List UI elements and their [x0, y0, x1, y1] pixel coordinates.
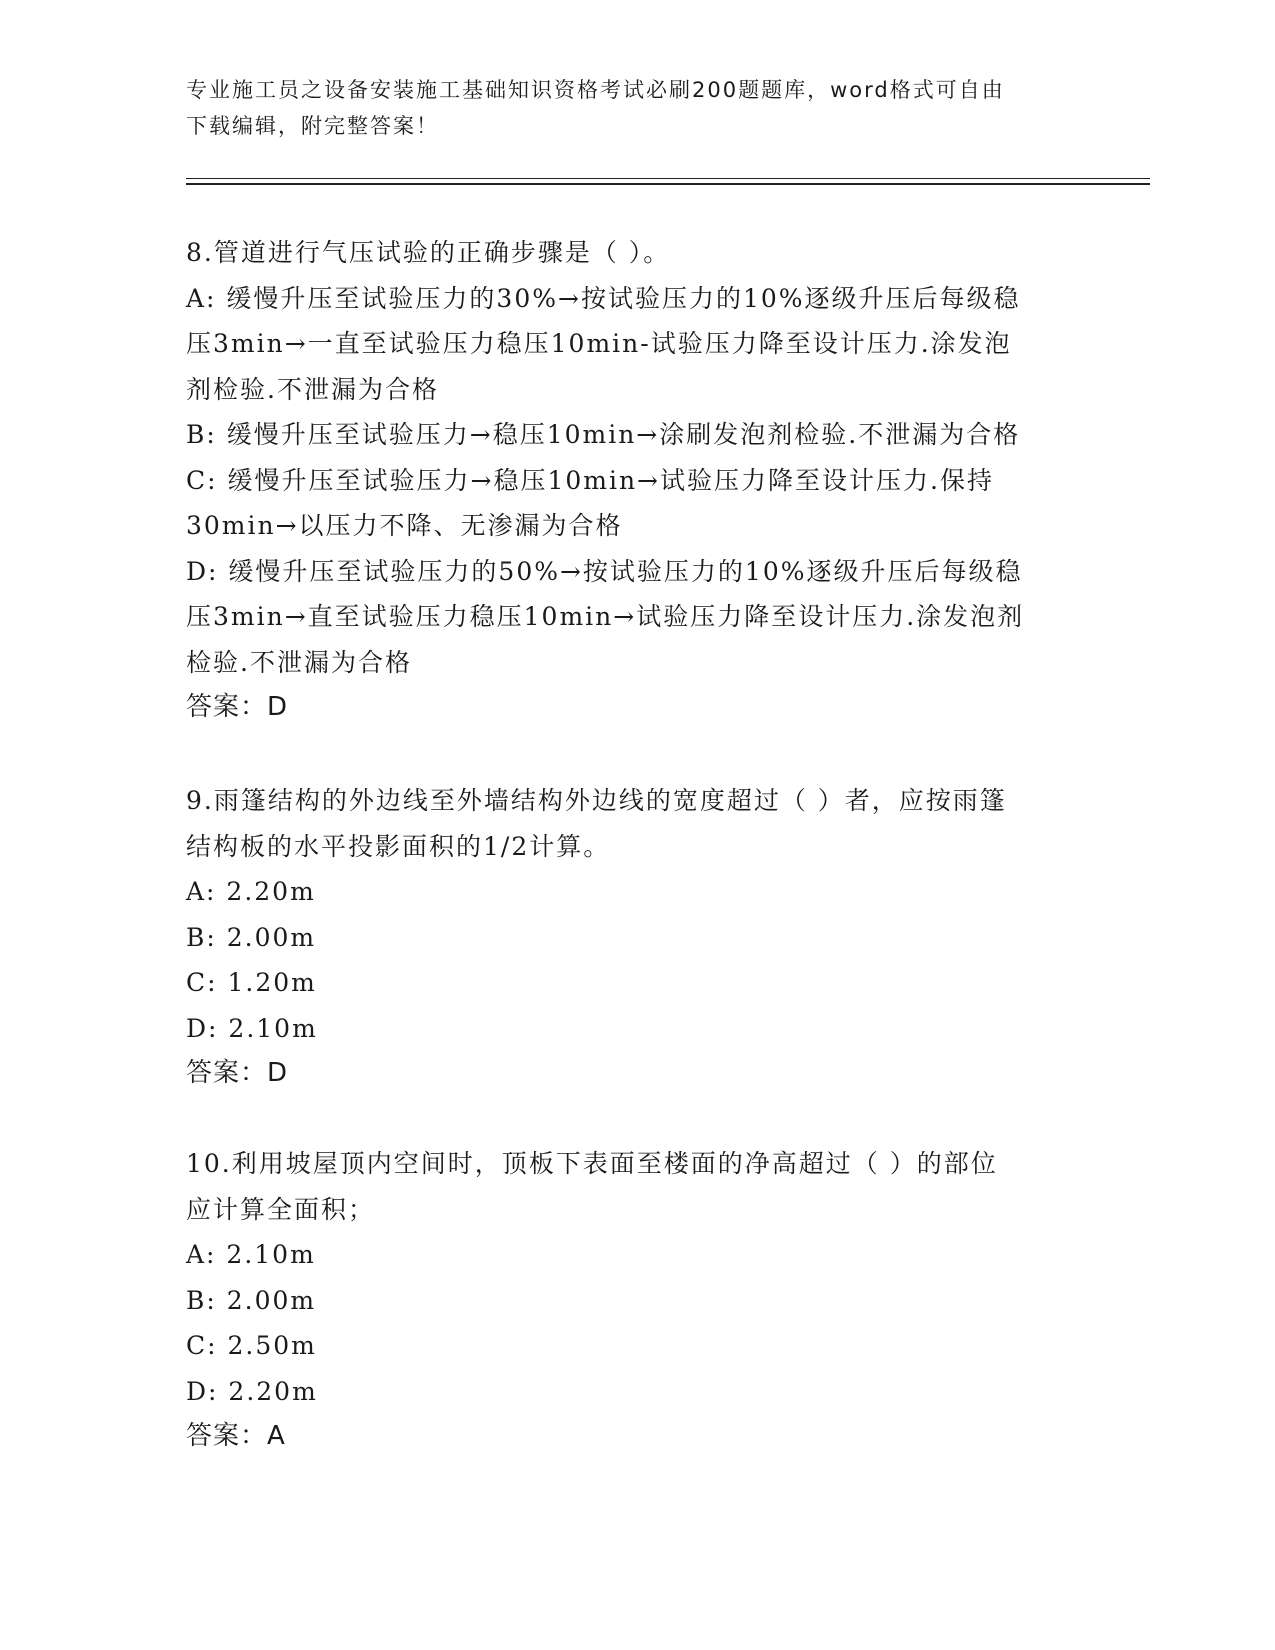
question-stem-line: 9.雨篷结构的外边线至外墙结构外边线的宽度超过（ ）者，应按雨篷	[186, 786, 1007, 815]
answer-label: 答案：A	[186, 1421, 286, 1451]
option-line: A: 缓慢升压至试验压力的30%→按试验压力的10%逐级升压后每级稳	[186, 283, 1021, 313]
question-10	[186, 1141, 1086, 1460]
question-stem-line: 应计算全面积；	[186, 1194, 376, 1224]
option-line: B: 2.00m	[186, 1285, 317, 1315]
option-line: 检验.不泄漏为合格	[186, 647, 412, 677]
header-line-1: 专业施工员之设备安装施工基础知识资格考试必刷200题题库，word格式可自由	[186, 78, 1005, 102]
header-rule-thick	[186, 183, 1150, 185]
option-line: B: 2.00m	[186, 922, 317, 952]
option-line: C: 缓慢升压至试验压力→稳压10min→试验压力降至设计压力.保持	[186, 465, 994, 495]
question-stem-line: 8.管道进行气压试验的正确步骤是（ ）。	[186, 238, 671, 267]
question-stem-line: 10.利用坡屋顶内空间时，顶板下表面至楼面的净高超过（ ）的部位	[186, 1149, 998, 1178]
option-line: D: 2.20m	[186, 1376, 318, 1406]
option-line: D: 2.10m	[186, 1013, 318, 1043]
option-line: C: 1.20m	[186, 968, 317, 997]
option-line: A: 2.20m	[186, 877, 316, 906]
option-line: 压3min→直至试验压力稳压10min→试验压力降至设计压力.涂发泡剂	[186, 602, 1025, 631]
question-9	[186, 778, 1086, 1097]
option-line: 30min→以压力不降、无渗漏为合格	[186, 511, 623, 540]
option-line: B: 缓慢升压至试验压力→稳压10min→涂刷发泡剂检验.不泄漏为合格	[186, 420, 1021, 449]
header-rule-thin	[186, 178, 1150, 179]
option-line: 压3min→一直至试验压力稳压10min-试验压力降至设计压力.涂发泡	[186, 329, 1012, 358]
question-8	[186, 230, 1086, 731]
question-stem-line: 结构板的水平投影面积的1/2计算。	[186, 831, 611, 861]
option-line: A: 2.10m	[186, 1240, 316, 1269]
option-line: C: 2.50m	[186, 1331, 317, 1360]
header-line-2: 下载编辑，附完整答案！	[186, 114, 439, 138]
document-header	[186, 72, 1086, 144]
option-line: D: 缓慢升压至试验压力的50%→按试验压力的10%逐级升压后每级稳	[186, 556, 1023, 586]
option-line: 剂检验.不泄漏为合格	[186, 374, 439, 404]
answer-label: 答案：D	[186, 692, 289, 722]
answer-label: 答案：D	[186, 1058, 289, 1088]
